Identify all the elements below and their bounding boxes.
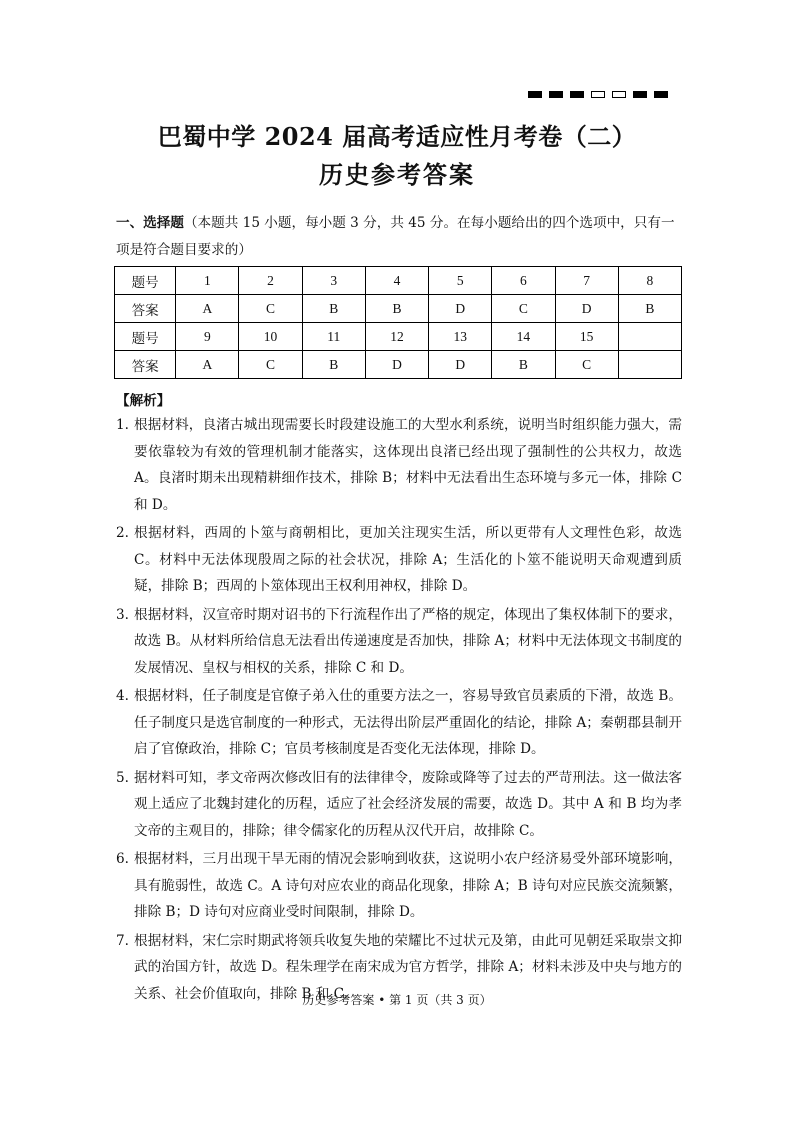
corner-mark	[570, 91, 584, 98]
table-cell: 14	[492, 323, 555, 351]
table-cell: 8	[618, 267, 681, 295]
item-text: 根据材料，汉宣帝时期对诏书的下行流程作出了严格的规定，体现出了集权体制下的要求，故选 B。从材料所给信息无法看出传递速度是否加快，排除 A；材料中无法体现文书制度的发展情况、皇权与相权的关系，排除 C 和 D。	[134, 606, 682, 676]
table-cell: 11	[302, 323, 365, 351]
document-title: 历史参考答案	[319, 160, 475, 189]
table-cell: 15	[555, 323, 618, 351]
list-item	[116, 520, 682, 600]
analysis-heading: 【解析】	[116, 393, 171, 409]
item-number: 3.	[116, 606, 129, 623]
section-label: 一、选择题	[116, 215, 184, 231]
table-cell: D	[365, 351, 428, 379]
table-cell: C	[239, 295, 302, 323]
table-cell: 4	[365, 267, 428, 295]
analysis-list	[116, 412, 682, 1009]
list-item	[116, 765, 682, 845]
table-cell: B	[365, 295, 428, 323]
table-row	[115, 267, 682, 295]
row-header-cell: 答案	[115, 351, 176, 379]
list-item	[116, 683, 682, 763]
answer-table	[114, 266, 682, 379]
table-cell: C	[555, 351, 618, 379]
table-cell: B	[618, 295, 681, 323]
item-text: 根据材料，任子制度是官僚子弟入仕的重要方法之一，容易导致官员素质的下滑，故选 B。任子制度只是选官制度的一种形式，无法得出阶层严重固化的结论，排除 A；秦朝郡县制开启了官僚政治，排除 C；官员考核制度是否变化无法体现，排除 D。	[134, 688, 682, 757]
section-intro	[116, 210, 682, 264]
table-cell: 12	[365, 323, 428, 351]
table-cell: D	[555, 295, 618, 323]
corner-mark	[549, 91, 563, 98]
item-number: 4.	[116, 688, 129, 704]
item-text: 据材料可知，孝文帝两次修改旧有的法律律令，废除或降等了过去的严苛刑法。这一做法客观上适应了北魏封建化的历程，适应了社会经济发展的需要，故选 D。其中 A 和 B 均为孝文帝的主观目的，排除；律令儒家化的历程从汉代开启，故排除 C。	[134, 769, 682, 839]
corner-mark	[591, 91, 605, 98]
table-cell: 13	[429, 323, 492, 351]
corner-mark	[633, 91, 647, 98]
table-cell: 3	[302, 267, 365, 295]
table-cell: 6	[492, 267, 555, 295]
table-row	[115, 323, 682, 351]
corner-mark	[528, 91, 542, 98]
table-cell: 7	[555, 267, 618, 295]
section-note: （本题共 15 小题，每小题 3 分，共 45 分。在每小题给出的四个选项中，只有一项是符合题目要求的）	[116, 215, 675, 258]
table-cell: B	[302, 351, 365, 379]
corner-mark	[654, 91, 668, 98]
row-header-cell: 答案	[115, 295, 176, 323]
table-cell: C	[239, 351, 302, 379]
table-row	[115, 351, 682, 379]
corner-mark	[612, 91, 626, 98]
table-cell: C	[492, 295, 555, 323]
table-cell: A	[176, 351, 239, 379]
item-number: 6.	[116, 851, 129, 867]
list-item	[116, 602, 682, 682]
corner-marks	[528, 91, 668, 98]
table-cell: B	[492, 351, 555, 379]
exam-title: 巴蜀中学 2024 届高考适应性月考卷（二）	[157, 122, 637, 151]
item-text: 根据材料，三月出现干旱无雨的情况会影响到收获，这说明小农户经济易受外部环境影响，具有脆弱性，故选 C。A 诗句对应农业的商品化现象，排除 A；B 诗句对应民族交流频繁，排除 B；D 诗句对应商业受时间限制，排除 D。	[134, 851, 682, 920]
table-cell: B	[302, 295, 365, 323]
row-header-cell: 题号	[115, 267, 176, 295]
row-header-cell: 题号	[115, 323, 176, 351]
table-cell	[618, 351, 681, 379]
page-footer: 历史参考答案 • 第 1 页（共 3 页）	[302, 993, 492, 1007]
table-cell: 10	[239, 323, 302, 351]
item-number: 5.	[116, 769, 129, 786]
item-number: 1.	[116, 417, 129, 433]
item-number: 2.	[116, 525, 129, 541]
item-text: 根据材料，宋仁宗时期武将领兵收复失地的荣耀比不过状元及第，由此可见朝廷采取崇文抑武的治国方针，故选 D。程朱理学在南宋成为官方哲学，排除 A；材料未涉及中央与地方的关系、社会价值取向，排除 B 和 C。	[134, 932, 682, 1002]
table-cell: D	[429, 351, 492, 379]
table-cell: A	[176, 295, 239, 323]
table-cell: 1	[176, 267, 239, 295]
table-cell: 9	[176, 323, 239, 351]
table-cell: 5	[429, 267, 492, 295]
table-cell: D	[429, 295, 492, 323]
table-cell: 2	[239, 267, 302, 295]
list-item	[116, 412, 682, 518]
table-cell	[618, 323, 681, 351]
table-row	[115, 295, 682, 323]
item-text: 根据材料，西周的卜筮与商朝相比，更加关注现实生活，所以更带有人文理性色彩，故选 C。材料中无法体现殷周之际的社会状况，排除 A；生活化的卜筮不能说明天命观遭到质疑，排除 B；西周的卜筮体现出王权利用神权，排除 D。	[134, 525, 682, 594]
list-item	[116, 846, 682, 926]
item-number: 7.	[116, 932, 129, 949]
item-text: 根据材料，良渚古城出现需要长时段建设施工的大型水利系统，说明当时组织能力强大，需要依靠较为有效的管理机制才能落实，这体现出良渚已经出现了强制性的公共权力，故选 A。良渚时期未出现精耕细作技术，排除 B；材料中无法看出生态环境与多元一体，排除 C 和 D。	[134, 417, 682, 513]
